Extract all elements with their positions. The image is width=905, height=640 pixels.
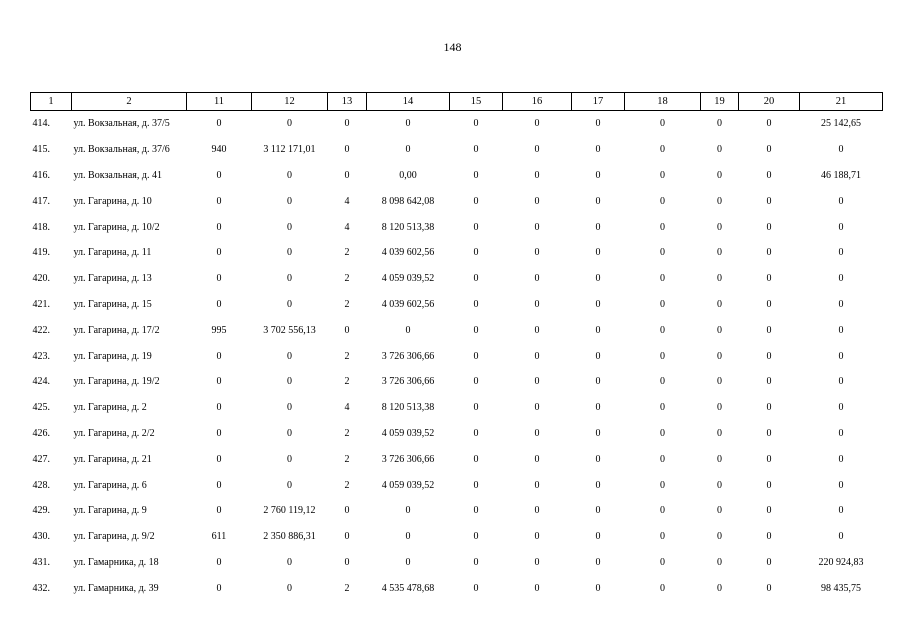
value-cell: 0 (534, 556, 540, 568)
value-cell: 0 (287, 169, 292, 181)
value-cell: 0 (660, 195, 665, 207)
value-cell: 0 (717, 427, 722, 439)
value-cell: 0 (595, 453, 601, 465)
value-cell: 3 726 306,66 (381, 376, 435, 388)
value-cell: 2 350 886,31 (263, 531, 316, 543)
value-cell: 0 (534, 582, 540, 594)
value-cell: 0 (287, 247, 292, 259)
value-cell: 995 (211, 324, 227, 336)
value-cell: 0 (717, 324, 722, 336)
value-cell: 0 (766, 118, 772, 130)
value-cell: 0 (766, 505, 772, 517)
value-cell: 0 (595, 376, 601, 388)
column-header: 14 (367, 93, 450, 111)
value-cell: 2 (344, 479, 350, 491)
value-cell: 0 (473, 350, 479, 362)
value-cell: 4 039 602,56 (381, 247, 435, 259)
value-cell: 0 (473, 531, 479, 543)
value-cell: 0 (344, 169, 350, 181)
value-cell: 0 (660, 402, 665, 414)
value-cell: 0 (766, 453, 772, 465)
value-cell: 0 (405, 556, 411, 568)
value-cell: 0 (766, 221, 772, 233)
address-cell: ул. Гагарина, д. 2/2 (73, 427, 155, 439)
value-cell: 0 (405, 531, 411, 543)
value-cell: 0 (838, 324, 844, 336)
address-cell: ул. Гамарника, д. 39 (73, 582, 159, 594)
value-cell: 0 (473, 273, 479, 285)
value-cell: 0 (287, 298, 292, 310)
value-cell: 0 (216, 118, 222, 130)
address-cell: ул. Вокзальная, д. 41 (73, 169, 162, 181)
column-header: 21 (800, 93, 883, 111)
value-cell: 0 (838, 298, 844, 310)
value-cell: 611 (211, 531, 227, 543)
value-cell: 8 098 642,08 (381, 195, 435, 207)
column-header: 17 (572, 93, 625, 111)
value-cell: 0 (660, 273, 665, 285)
value-cell: 0 (216, 402, 222, 414)
row-number: 416. (32, 169, 50, 181)
value-cell: 0 (405, 324, 411, 336)
value-cell: 0 (344, 505, 350, 517)
value-cell: 0 (473, 221, 479, 233)
column-header: 18 (625, 93, 701, 111)
value-cell: 0 (534, 350, 540, 362)
value-cell: 4 059 039,52 (381, 427, 435, 439)
address-cell: ул. Гагарина, д. 19/2 (73, 376, 160, 388)
value-cell: 0 (766, 582, 772, 594)
value-cell: 0 (660, 427, 665, 439)
table-row (31, 214, 883, 240)
value-cell: 0 (717, 350, 722, 362)
value-cell: 0 (717, 169, 722, 181)
value-cell: 3 726 306,66 (381, 350, 435, 362)
table-row (31, 446, 883, 472)
value-cell: 0 (660, 247, 665, 259)
value-cell: 0 (595, 505, 601, 517)
value-cell: 0 (660, 169, 665, 181)
value-cell: 0 (717, 195, 722, 207)
value-cell: 0 (838, 247, 844, 259)
table-row (31, 163, 883, 189)
value-cell: 0 (473, 195, 479, 207)
value-cell: 0 (766, 144, 772, 156)
value-cell: 0 (344, 556, 350, 568)
value-cell: 0 (534, 324, 540, 336)
value-cell: 0 (595, 324, 601, 336)
value-cell: 0 (595, 556, 601, 568)
table-row (31, 317, 883, 343)
table-row (31, 266, 883, 292)
value-cell: 0 (838, 402, 844, 414)
value-cell: 0 (216, 221, 222, 233)
value-cell: 0 (595, 169, 601, 181)
value-cell: 0 (216, 376, 222, 388)
value-cell: 4 059 039,52 (381, 479, 435, 491)
table-row (31, 575, 883, 601)
value-cell: 0 (595, 273, 601, 285)
value-cell: 0 (838, 505, 844, 517)
value-cell: 0 (595, 350, 601, 362)
value-cell: 0 (287, 273, 292, 285)
address-cell: ул. Гагарина, д. 17/2 (73, 324, 160, 336)
value-cell: 0 (216, 556, 222, 568)
table-row (31, 137, 883, 163)
address-cell: ул. Гагарина, д. 13 (73, 273, 152, 285)
value-cell: 0 (717, 402, 722, 414)
value-cell: 0 (838, 273, 844, 285)
value-cell: 0 (766, 376, 772, 388)
value-cell: 2 (344, 376, 350, 388)
value-cell: 0 (595, 247, 601, 259)
value-cell: 220 924,83 (818, 556, 864, 568)
value-cell: 0 (287, 427, 292, 439)
column-header: 20 (739, 93, 800, 111)
value-cell: 0 (595, 582, 601, 594)
value-cell: 0 (287, 402, 292, 414)
value-cell: 0 (717, 221, 722, 233)
row-number: 425. (32, 402, 50, 414)
value-cell: 0,00 (399, 169, 417, 181)
row-number: 428. (32, 479, 50, 491)
value-cell: 0 (287, 221, 292, 233)
value-cell: 0 (216, 582, 222, 594)
value-cell: 0 (660, 453, 665, 465)
value-cell: 0 (534, 298, 540, 310)
value-cell: 0 (838, 195, 844, 207)
value-cell: 0 (534, 221, 540, 233)
value-cell: 0 (595, 402, 601, 414)
value-cell: 940 (211, 144, 227, 156)
value-cell: 0 (595, 298, 601, 310)
value-cell: 0 (717, 273, 722, 285)
value-cell: 3 112 171,01 (263, 144, 316, 156)
value-cell: 0 (717, 556, 722, 568)
address-cell: ул. Гагарина, д. 9/2 (73, 531, 155, 543)
row-number: 429. (32, 505, 50, 517)
table-row (31, 524, 883, 550)
address-cell: ул. Гагарина, д. 9 (73, 505, 147, 517)
value-cell: 0 (534, 118, 540, 130)
table-row (31, 550, 883, 576)
row-number: 417. (32, 195, 50, 207)
value-cell: 0 (473, 427, 479, 439)
value-cell: 4 (344, 195, 350, 207)
value-cell: 0 (766, 324, 772, 336)
value-cell: 0 (216, 273, 222, 285)
row-number: 415. (32, 144, 50, 156)
value-cell: 0 (766, 169, 772, 181)
column-header: 16 (503, 93, 572, 111)
table-row (31, 472, 883, 498)
value-cell: 0 (766, 273, 772, 285)
value-cell: 0 (473, 453, 479, 465)
value-cell: 0 (534, 427, 540, 439)
value-cell: 0 (473, 556, 479, 568)
value-cell: 0 (838, 350, 844, 362)
value-cell: 0 (287, 556, 292, 568)
value-cell: 0 (766, 402, 772, 414)
value-cell: 8 120 513,38 (381, 221, 435, 233)
row-number: 427. (32, 453, 50, 465)
value-cell: 0 (595, 221, 601, 233)
value-cell: 0 (660, 350, 665, 362)
value-cell: 0 (287, 350, 292, 362)
value-cell: 4 059 039,52 (381, 273, 435, 285)
address-cell: ул. Гагарина, д. 19 (73, 350, 152, 362)
value-cell: 0 (473, 298, 479, 310)
value-cell: 0 (766, 298, 772, 310)
value-cell: 2 (344, 350, 350, 362)
value-cell: 4 535 478,68 (381, 582, 435, 594)
value-cell: 0 (405, 118, 411, 130)
value-cell: 3 726 306,66 (381, 453, 435, 465)
table-row (31, 188, 883, 214)
value-cell: 0 (216, 427, 222, 439)
value-cell: 0 (660, 118, 665, 130)
value-cell: 98 435,75 (821, 582, 861, 594)
value-cell: 0 (287, 118, 292, 130)
value-cell: 0 (473, 582, 479, 594)
value-cell: 0 (717, 453, 722, 465)
table-header-row (31, 93, 883, 111)
value-cell: 0 (287, 376, 292, 388)
column-header: 15 (450, 93, 503, 111)
value-cell: 0 (660, 298, 665, 310)
value-cell: 0 (766, 350, 772, 362)
value-cell: 0 (660, 582, 665, 594)
value-cell: 0 (838, 531, 844, 543)
value-cell: 0 (717, 505, 722, 517)
value-cell: 0 (216, 195, 222, 207)
value-cell: 0 (595, 531, 601, 543)
table-row (31, 343, 883, 369)
table-row (31, 395, 883, 421)
value-cell: 0 (473, 479, 479, 491)
value-cell: 2 (344, 247, 350, 259)
value-cell: 0 (216, 169, 222, 181)
value-cell: 0 (473, 247, 479, 259)
value-cell: 0 (534, 144, 540, 156)
value-cell: 0 (344, 324, 350, 336)
value-cell: 2 (344, 298, 350, 310)
value-cell: 0 (216, 350, 222, 362)
value-cell: 0 (595, 118, 601, 130)
value-cell: 0 (766, 195, 772, 207)
value-cell: 0 (534, 195, 540, 207)
row-number: 414. (32, 118, 50, 130)
value-cell: 0 (344, 531, 350, 543)
value-cell: 0 (216, 479, 222, 491)
value-cell: 0 (287, 479, 292, 491)
value-cell: 0 (344, 144, 350, 156)
value-cell: 0 (717, 479, 722, 491)
value-cell: 0 (660, 144, 665, 156)
row-number: 420. (32, 273, 50, 285)
value-cell: 3 702 556,13 (263, 324, 316, 336)
value-cell: 0 (595, 479, 601, 491)
row-number: 421. (32, 298, 50, 310)
row-number: 418. (32, 221, 50, 233)
row-number: 422. (32, 324, 50, 336)
value-cell: 0 (534, 247, 540, 259)
value-cell: 4 (344, 221, 350, 233)
row-number: 431. (32, 556, 50, 568)
value-cell: 0 (838, 479, 844, 491)
value-cell: 0 (717, 247, 722, 259)
value-cell: 8 120 513,38 (381, 402, 435, 414)
row-number: 426. (32, 427, 50, 439)
value-cell: 0 (534, 453, 540, 465)
value-cell: 0 (534, 531, 540, 543)
value-cell: 0 (473, 118, 479, 130)
value-cell: 0 (534, 505, 540, 517)
value-cell: 0 (216, 453, 222, 465)
address-cell: ул. Гамарника, д. 18 (73, 556, 159, 568)
address-cell: ул. Гагарина, д. 10 (73, 195, 152, 207)
value-cell: 0 (405, 505, 411, 517)
value-cell: 0 (660, 479, 665, 491)
value-cell: 0 (405, 144, 411, 156)
value-cell: 0 (717, 118, 722, 130)
value-cell: 0 (534, 376, 540, 388)
table-row (31, 111, 883, 137)
value-cell: 4 039 602,56 (381, 298, 435, 310)
value-cell: 0 (660, 505, 665, 517)
value-cell: 2 (344, 273, 350, 285)
column-header: 1 (31, 93, 72, 111)
value-cell: 2 760 119,12 (263, 505, 316, 517)
value-cell: 0 (838, 144, 844, 156)
value-cell: 0 (473, 402, 479, 414)
value-cell: 0 (534, 273, 540, 285)
column-header: 13 (328, 93, 367, 111)
value-cell: 0 (216, 298, 222, 310)
value-cell: 0 (660, 324, 665, 336)
column-header: 2 (72, 93, 187, 111)
address-cell: ул. Гагарина, д. 11 (73, 247, 152, 259)
value-cell: 0 (717, 582, 722, 594)
value-cell: 2 (344, 427, 350, 439)
page-number: 148 (443, 40, 462, 54)
value-cell: 0 (473, 144, 479, 156)
address-cell: ул. Гагарина, д. 6 (73, 479, 147, 491)
value-cell: 0 (766, 247, 772, 259)
table-row (31, 240, 883, 266)
row-number: 430. (32, 531, 50, 543)
value-cell: 0 (660, 556, 665, 568)
value-cell: 0 (534, 169, 540, 181)
value-cell: 25 142,65 (821, 118, 861, 130)
value-cell: 0 (595, 427, 601, 439)
value-cell: 46 188,71 (821, 169, 861, 181)
value-cell: 0 (766, 531, 772, 543)
address-cell: ул. Гагарина, д. 21 (73, 453, 152, 465)
value-cell: 0 (717, 376, 722, 388)
value-cell: 0 (717, 531, 722, 543)
address-cell: ул. Гагарина, д. 2 (73, 402, 147, 414)
value-cell: 0 (660, 221, 665, 233)
value-cell: 0 (766, 556, 772, 568)
value-cell: 0 (473, 505, 479, 517)
table-row (31, 421, 883, 447)
value-cell: 0 (287, 453, 292, 465)
value-cell: 0 (838, 221, 844, 233)
value-cell: 0 (838, 376, 844, 388)
value-cell: 0 (287, 582, 292, 594)
value-cell: 0 (473, 324, 479, 336)
value-cell: 2 (344, 453, 350, 465)
value-cell: 0 (595, 144, 601, 156)
value-cell: 4 (344, 402, 350, 414)
column-header: 12 (252, 93, 328, 111)
value-cell: 0 (216, 505, 222, 517)
row-number: 432. (32, 582, 50, 594)
value-cell: 0 (216, 247, 222, 259)
value-cell: 0 (534, 402, 540, 414)
table-row (31, 292, 883, 318)
value-cell: 0 (287, 195, 292, 207)
address-cell: ул. Гагарина, д. 10/2 (73, 221, 160, 233)
table-row (31, 369, 883, 395)
value-cell: 0 (766, 479, 772, 491)
address-cell: ул. Гагарина, д. 15 (73, 298, 152, 310)
value-cell: 0 (473, 376, 479, 388)
column-header: 19 (701, 93, 739, 111)
value-cell: 0 (473, 169, 479, 181)
value-cell: 0 (766, 427, 772, 439)
row-number: 424. (32, 376, 50, 388)
address-cell: ул. Вокзальная, д. 37/6 (73, 144, 170, 156)
row-number: 419. (32, 247, 50, 259)
value-cell: 0 (660, 531, 665, 543)
address-cell: ул. Вокзальная, д. 37/5 (73, 118, 170, 130)
row-number: 423. (32, 350, 50, 362)
value-cell: 0 (717, 144, 722, 156)
value-cell: 0 (838, 453, 844, 465)
value-cell: 0 (344, 118, 350, 130)
data-table (30, 92, 883, 601)
value-cell: 0 (717, 298, 722, 310)
table-row (31, 498, 883, 524)
value-cell: 0 (534, 479, 540, 491)
table-body (31, 111, 883, 602)
value-cell: 0 (595, 195, 601, 207)
value-cell: 0 (660, 376, 665, 388)
value-cell: 0 (838, 427, 844, 439)
column-header: 11 (187, 93, 252, 111)
value-cell: 2 (344, 582, 350, 594)
